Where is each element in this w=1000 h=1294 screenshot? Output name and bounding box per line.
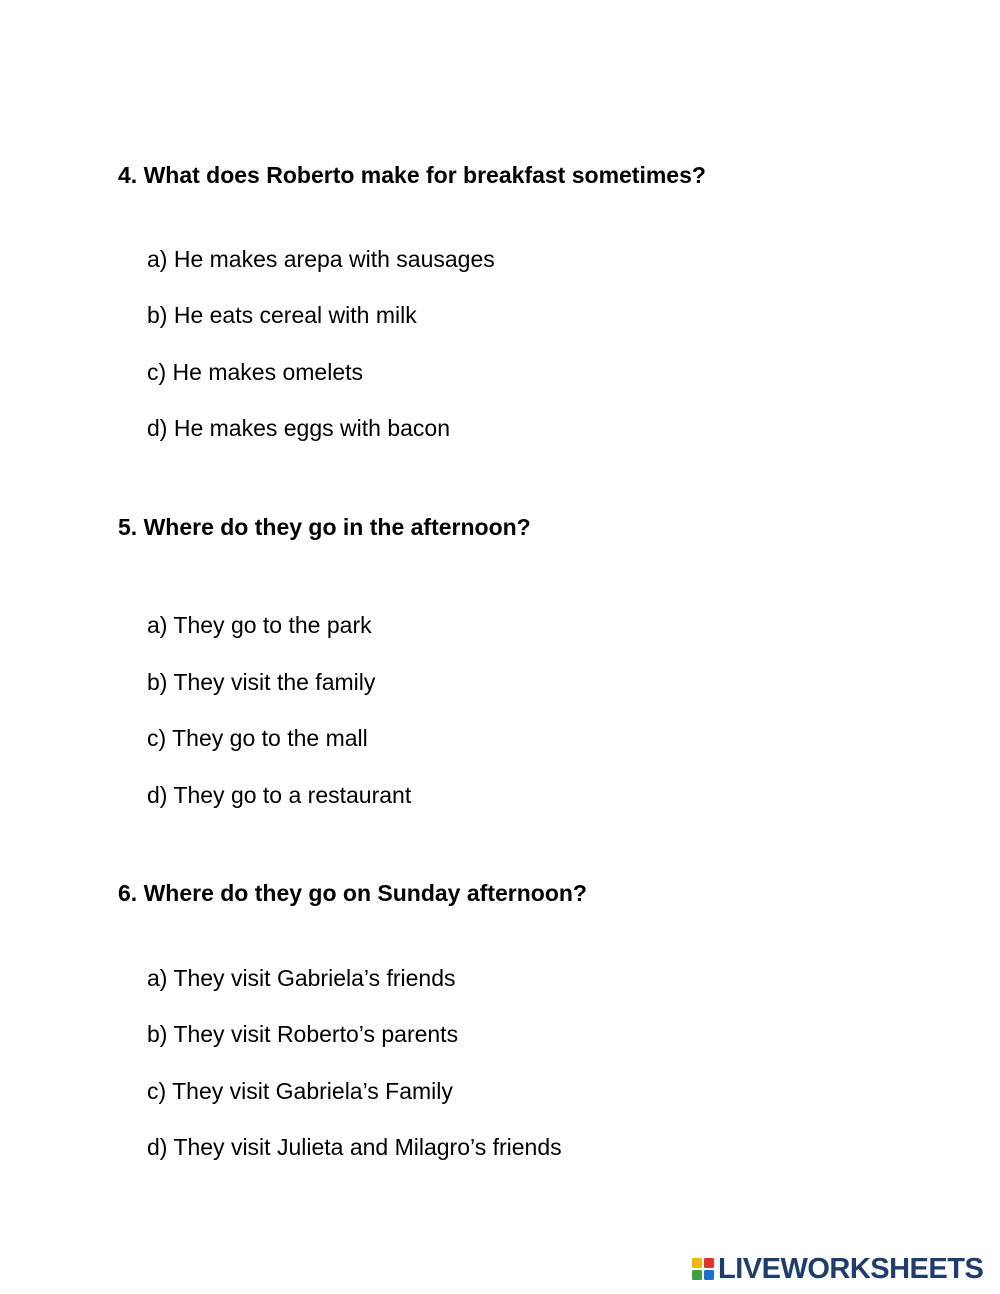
- question-5-option-c[interactable]: c) They go to the mall: [147, 725, 368, 751]
- question-4-option-b[interactable]: b) He eats cereal with milk: [147, 302, 417, 328]
- liveworksheets-wordmark: LIVEWORKSHEETS: [718, 1253, 984, 1285]
- liveworksheets-brand: [692, 1254, 983, 1284]
- question-4-option-c[interactable]: c) He makes omelets: [147, 359, 364, 385]
- question-5-title: 5. Where do they go in the afternoon?: [118, 514, 531, 540]
- liveworksheets-logo-icon: [692, 1258, 714, 1280]
- question-6-option-d[interactable]: d) They visit Julieta and Milagro’s friends: [147, 1134, 562, 1160]
- question-5-option-d[interactable]: d) They go to a restaurant: [147, 782, 412, 808]
- question-4-title: 4. What does Roberto make for breakfast sometimes?: [118, 162, 706, 188]
- question-4-option-d[interactable]: d) He makes eggs with bacon: [147, 415, 450, 441]
- question-4-option-a[interactable]: a) He makes arepa with sausages: [147, 246, 495, 272]
- question-6-option-b[interactable]: b) They visit Roberto’s parents: [147, 1021, 459, 1047]
- question-5-option-a[interactable]: a) They go to the park: [147, 612, 372, 638]
- question-6-title: 6. Where do they go on Sunday afternoon?: [118, 880, 587, 906]
- question-6-option-c[interactable]: c) They visit Gabriela’s Family: [147, 1078, 453, 1104]
- question-6-option-a[interactable]: a) They visit Gabriela’s friends: [147, 965, 456, 991]
- question-5-option-b[interactable]: b) They visit the family: [147, 669, 376, 695]
